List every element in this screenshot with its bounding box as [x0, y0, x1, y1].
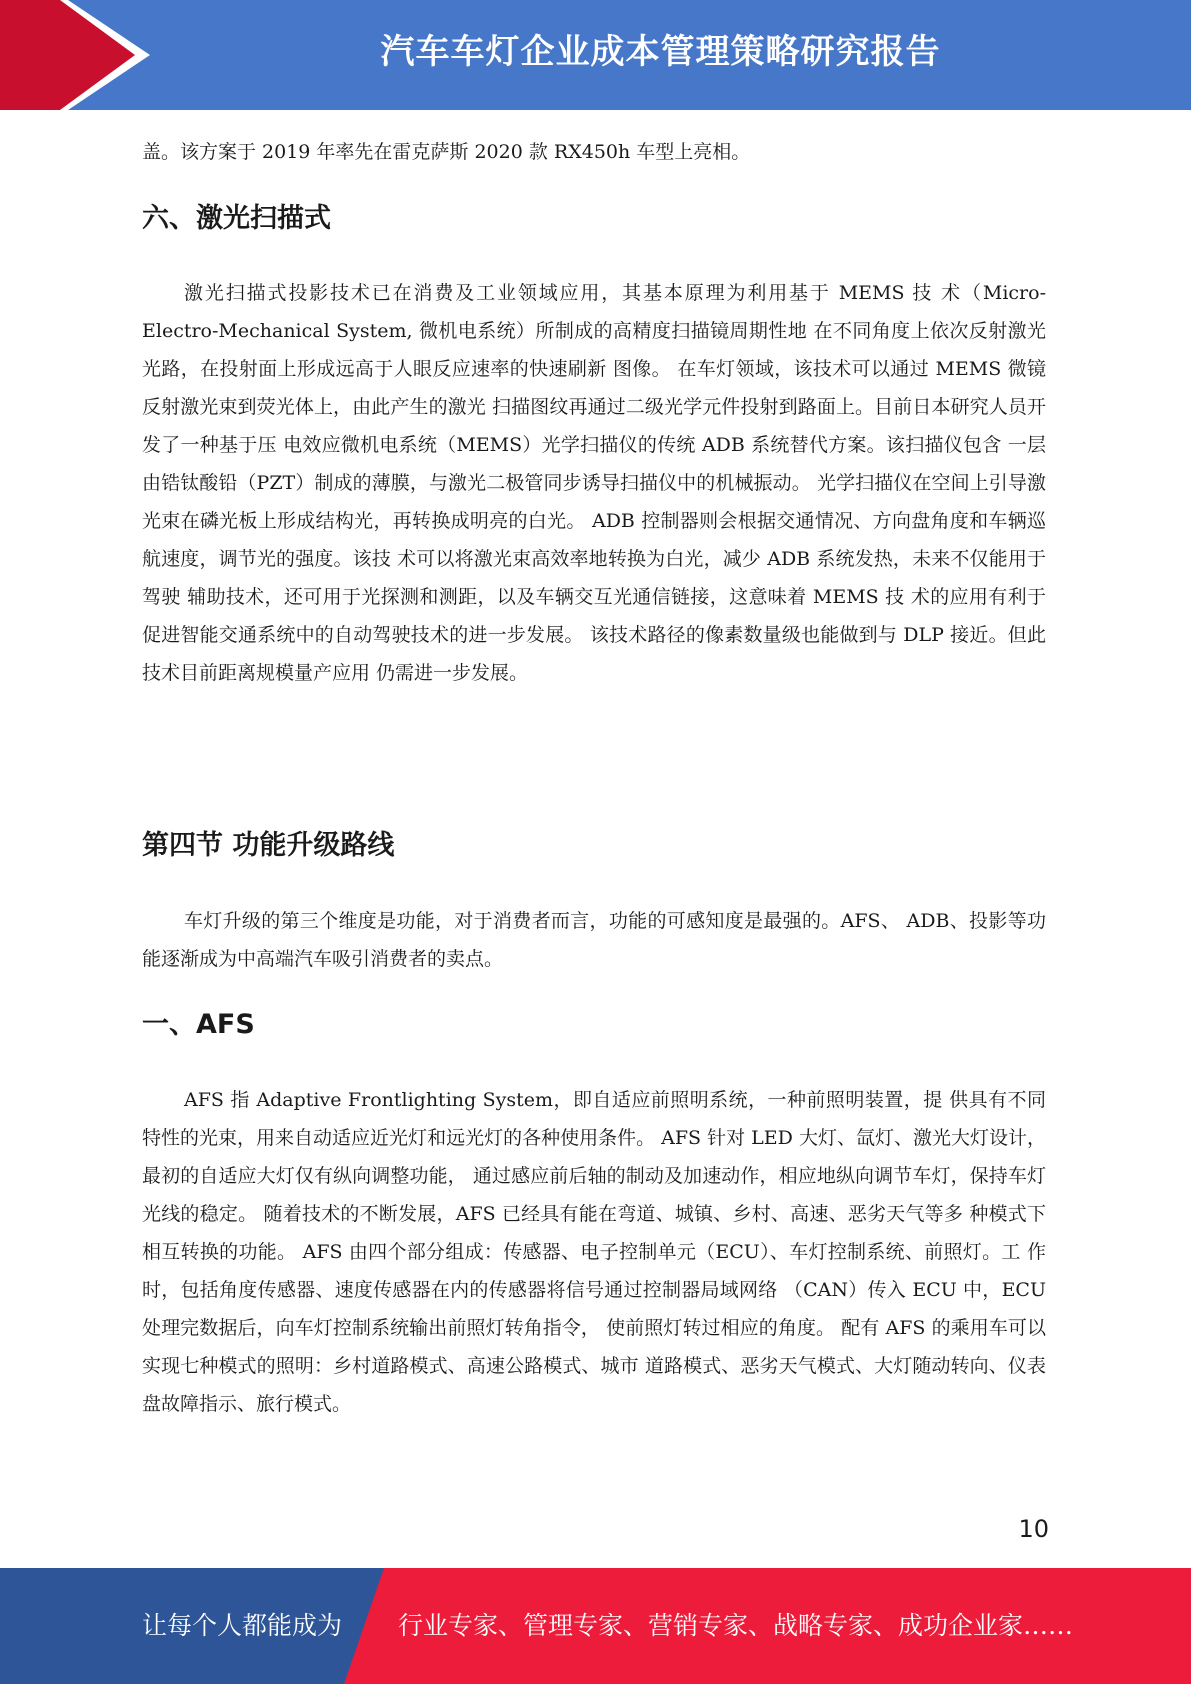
heading-section-4: 第四节 功能升级路线	[142, 830, 395, 861]
section-4	[142, 826, 1046, 866]
footer-slogan-left: 让每个人都能成为	[142, 1611, 343, 1640]
header-accent-chevron	[0, 0, 150, 110]
document-title: 汽车车灯企业成本管理策略研究报告	[380, 32, 941, 72]
heading-laser-scanning: 六、激光扫描式	[142, 203, 331, 234]
footer-slogan-right: 行业专家、管理专家、营销专家、战略专家、成功企业家……	[398, 1611, 1074, 1640]
paragraph-function-upgrade: 车灯升级的第三个维度是功能，对于消费者而言，功能的可感知度是最强的。AFS、 ADB、投影等功能逐渐成为中高端汽车吸引消费者的卖点。	[142, 910, 1046, 970]
section-4-body	[142, 902, 1046, 978]
section-afs	[142, 1005, 1046, 1045]
heading-afs: 一、AFS	[142, 1009, 255, 1040]
section-laser-body	[142, 274, 1046, 692]
content-continuation	[142, 133, 1046, 171]
paragraph-laser-scanning: 激光扫描式投影技术已在消费及工业领域应用，其基本原理为利用基于 MEMS 技 术（Micro-Electro-Mechanical System, 微机电系统）所制成的高精度扫描镜周期性地 在不同角度上依次反射激光光路，在投射面上形成远高于人眼反应速率的快速刷新 图像。 在车灯领域，该技术可以通过 MEMS 微镜反射激光束到荧光体上，由此产生的激光 扫描图纹再通过二级光学元件投射到路面上。目前日本研究人员开发了一种基于压 电效应微机电系统（MEMS）光学扫描仪的传统 ADB 系统替代方案。该扫描仪包含 一层由锆钛酸铅（PZT）制成的薄膜，与激光二极管同步诱导扫描仪中的机械振动。 光学扫描仪在空间上引导激光束在磷光板上形成结构光，再转换成明亮的白光。 ADB 控制器则会根据交通情况、方向盘角度和车辆巡航速度，调节光的强度。该技 术可以将激光束高效率地转换为白光，减少 ADB 系统发热，未来不仅能用于驾驶 辅助技术，还可用于光探测和测距，以及车辆交互光通信链接，这意味着 MEMS 技 术的应用有利于促进智能交通系统中的自动驾驶技术的进一步发展。 该技术路径的像素数量级也能做到与 DLP 接近。但此技术目前距离规模量产应用 仍需进一步发展。	[142, 282, 1046, 684]
page-number: 10	[1018, 1515, 1049, 1543]
paragraph-continuation: 盖。该方案于 2019 年率先在雷克萨斯 2020 款 RX450h 车型上亮相。	[142, 141, 751, 163]
header-bar	[0, 0, 1191, 110]
section-laser	[142, 199, 1046, 239]
paragraph-afs: AFS 指 Adaptive Frontlighting System，即自适应前照明系统，一种前照明装置，提 供具有不同特性的光束，用来自动适应近光灯和远光灯的各种使用条件。 AFS 针对 LED 大灯、氙灯、激光大灯设计，最初的自适应大灯仅有纵向调整功能， 通过感应前后轴的制动及加速动作，相应地纵向调节车灯，保持车灯光线的稳定。 随着技术的不断发展，AFS 已经具有能在弯道、城镇、乡村、高速、恶劣天气等多 种模式下相互转换的功能。 AFS 由四个部分组成：传感器、电子控制单元（ECU）、车灯控制系统、前照灯。工 作时，包括角度传感器、速度传感器在内的传感器将信号通过控制器局域网络 （CAN）传入 ECU 中，ECU 处理完数据后，向车灯控制系统输出前照灯转角指令， 使前照灯转过相应的角度。 配有 AFS 的乘用车可以实现七种模式的照明：乡村道路模式、高速公路模式、城市 道路模式、恶劣天气模式、大灯随动转向、仪表盘故障指示、旅行模式。	[142, 1089, 1046, 1415]
section-afs-body	[142, 1081, 1046, 1423]
footer-banner	[0, 1568, 1191, 1684]
